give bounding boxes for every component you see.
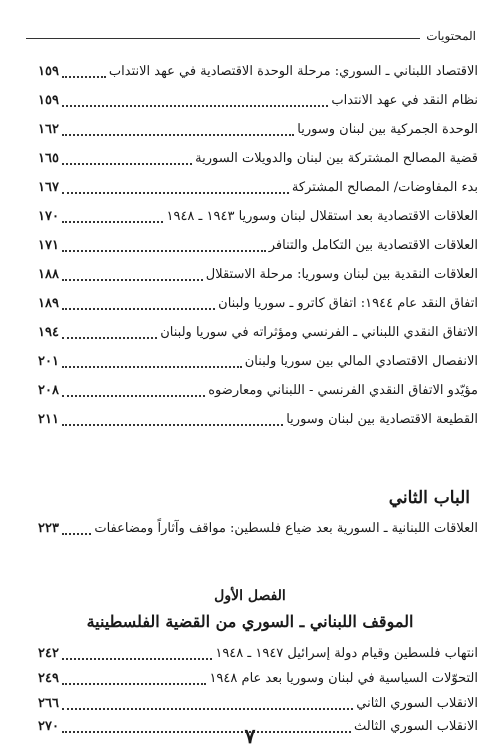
toc-entry[interactable] [38,151,478,171]
toc-entry-page: ٢٤٩ [38,671,59,686]
toc-entry-title: مؤيّدو الاتفاق النقدي الفرنسي - اللبناني ومعارضوه [208,383,478,398]
part-title: الباب الثاني [388,488,470,508]
toc-entry[interactable] [38,696,478,716]
toc-entry-page: ٢٢٣ [38,521,59,536]
dot-leader [62,221,164,223]
toc-entry[interactable] [38,383,478,403]
toc-entry-title: بدء المفاوضات/ المصالح المشتركة [291,180,478,195]
dot-leader [62,134,294,136]
toc-entry-page: ٢١١ [38,412,59,427]
toc-entry[interactable] [38,354,478,374]
running-header [20,26,476,46]
page-number: ٧ [244,724,256,748]
toc-entry-page: ٢٧٠ [38,719,59,734]
toc-entry-title: الانقلاب السوري الثاني [356,696,478,711]
dot-leader [62,533,91,535]
toc-entry-title: الاتفاق النقدي اللبناني ـ الفرنسي ومؤثراته في سوريا ولبنان [160,325,478,340]
dot-leader [62,279,203,281]
toc-entry-page: ١٥٩ [38,64,59,79]
dot-leader [62,337,157,339]
toc-entry-title: العلاقات النقدية بين لبنان وسوريا: مرحلة الاستقلال [205,267,478,282]
dot-leader [62,163,192,165]
toc-entry[interactable] [38,93,478,113]
toc-entry-page: ٢٠٨ [38,383,59,398]
toc-entry-title: القطيعة الاقتصادية بين لبنان وسوريا [286,412,478,427]
dot-leader [62,250,266,252]
toc-entry-title: العلاقات اللبنانية ـ السورية بعد ضياع فلسطين: مواقف وآثاراً ومضاعفات [94,521,478,536]
toc-entry-page: ١٦٢ [38,122,59,137]
toc-entry-page: ١٥٩ [38,93,59,108]
toc-entry-page: ١٨٨ [38,267,59,282]
toc-entry-title: العلاقات الاقتصادية بعد استقلال لبنان وسوريا ١٩٤٣ ـ ١٩٤٨ [166,209,478,224]
dot-leader [62,308,215,310]
toc-entry-page: ١٨٩ [38,296,59,311]
toc-entry[interactable] [38,646,478,666]
toc-entry[interactable] [38,64,478,84]
dot-leader [62,366,242,368]
toc-entry[interactable] [38,209,478,229]
toc-entry[interactable] [38,296,478,316]
toc-entry-page: ٢٠١ [38,354,59,369]
toc-entry-title: اتفاق النقد عام ١٩٤٤: اتفاق كاترو ـ سوريا ولبنان [218,296,478,311]
toc-entry[interactable] [38,122,478,142]
dot-leader [62,424,283,426]
toc-entry[interactable] [38,325,478,345]
dot-leader [62,105,328,107]
dot-leader [62,76,106,78]
toc-entry-title: الاقتصاد اللبناني ـ السوري: مرحلة الوحدة الاقتصادية في عهد الانتداب [108,64,478,79]
toc-entry-title: نظام النقد في عهد الانتداب [331,93,478,108]
toc-entry[interactable] [38,267,478,287]
toc-entry-title: الانقلاب السوري الثالث [353,719,478,734]
chapter-title: الموقف اللبناني ـ السوري من القضية الفلسطينية [86,612,414,631]
toc-entry-page: ١٧٠ [38,209,59,224]
toc-entry-title: التحوّلات السياسية في لبنان وسوريا بعد عام ١٩٤٨ [209,671,478,686]
toc-entry[interactable] [38,671,478,691]
toc-entry-title: قضية المصالح المشتركة بين لبنان والدويلات السورية [195,151,478,166]
toc-entry-page: ٢٤٢ [38,646,59,661]
toc-entry-page: ١٩٤ [38,325,59,340]
toc-entry-title: العلاقات الاقتصادية بين التكامل والتنافر [268,238,478,253]
header-title: المحتويات [426,29,476,43]
toc-entry[interactable] [38,180,478,200]
dot-leader [62,192,289,194]
toc-entry-title: انتهاب فلسطين وقيام دولة إسرائيل ١٩٤٧ ـ ١٩٤٨ [215,646,478,661]
toc-entry-title: الانفصال الاقتصادي المالي بين سوريا ولبنان [244,354,478,369]
dot-leader [62,683,207,685]
toc-entry-page: ١٧١ [38,238,59,253]
toc-entry[interactable] [38,521,478,541]
toc-entry-title: الوحدة الجمركية بين لبنان وسوريا [297,122,478,137]
toc-entry[interactable] [38,238,478,258]
dot-leader [62,708,353,710]
header-rule [26,38,420,39]
toc-entry-page: ٢٦٦ [38,696,59,711]
chapter-label: الفصل الأول [214,588,286,604]
dot-leader [62,658,212,660]
dot-leader [62,395,205,397]
toc-entry[interactable] [38,412,478,432]
toc-entry-page: ١٦٧ [38,180,59,195]
toc-entry-page: ١٦٥ [38,151,59,166]
